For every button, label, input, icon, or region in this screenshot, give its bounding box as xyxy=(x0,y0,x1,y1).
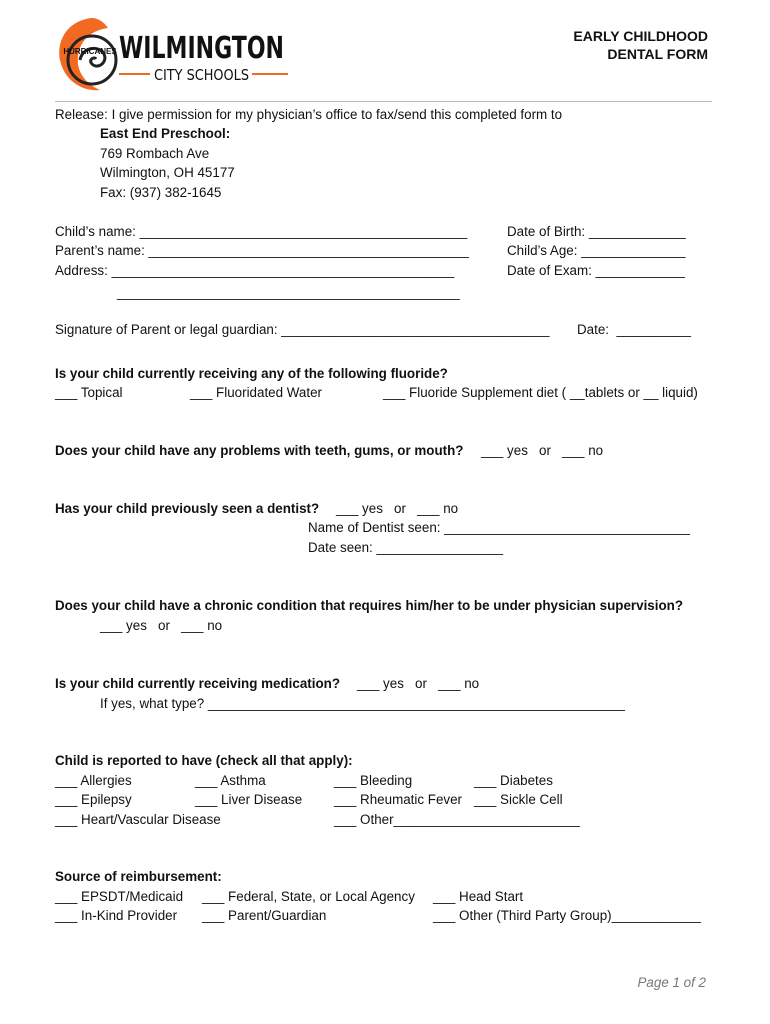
signature-date-field[interactable]: Date: __________ xyxy=(577,322,691,337)
fluoride-topical-option[interactable]: ___ Topical xyxy=(55,385,123,400)
medication-answer[interactable]: ___ yes or ___ no xyxy=(357,676,480,691)
chronic-question: Does your child have a chronic condition that requires him/her to be under physician supervision? xyxy=(55,598,683,613)
dentist-answer[interactable]: ___ yes or ___ no xyxy=(336,501,459,516)
age-field[interactable]: Child’s Age: ______________ xyxy=(507,243,686,258)
page-number: Page 1 of 2 xyxy=(637,975,706,990)
address-field[interactable]: Address: ______________________________________________ xyxy=(55,263,455,278)
reimbursement-agency[interactable]: ___ Federal, State, or Local Agency xyxy=(202,889,415,904)
logo-main-text: WILMINGTON xyxy=(119,31,284,66)
problems-answer[interactable]: ___ yes or ___ no xyxy=(481,443,604,458)
logo-sub-text: CITY SCHOOLS xyxy=(154,66,249,84)
condition-diabetes[interactable]: ___ Diabetes xyxy=(474,773,553,788)
reimbursement-head-start[interactable]: ___ Head Start xyxy=(433,889,524,904)
form-title-line1: EARLY CHILDHOOD xyxy=(573,28,708,44)
fluoride-supplement-option[interactable]: ___ Fluoride Supplement diet ( __tablets or __ liquid) xyxy=(383,385,698,400)
signature-field[interactable]: Signature of Parent or legal guardian: ____________________________________ xyxy=(55,322,550,337)
dob-field[interactable]: Date of Birth: _____________ xyxy=(507,224,686,239)
medication-type-field[interactable]: If yes, what type? ________________________________________________________ xyxy=(100,696,625,711)
condition-epilepsy[interactable]: ___ Epilepsy xyxy=(55,792,132,807)
logo-badge-text: HURRICANES xyxy=(63,47,117,56)
conditions-title: Child is reported to have (check all that apply): xyxy=(55,753,353,768)
condition-bleeding[interactable]: ___ Bleeding xyxy=(334,773,413,788)
reimbursement-in-kind[interactable]: ___ In-Kind Provider xyxy=(55,908,178,923)
child-name-field[interactable]: Child’s name: ____________________________________________ xyxy=(55,224,468,239)
exam-date-field[interactable]: Date of Exam: ____________ xyxy=(507,263,685,278)
condition-other[interactable]: ___ Other_________________________ xyxy=(334,812,580,827)
condition-allergies[interactable]: ___ Allergies xyxy=(55,773,132,788)
form-title-line2: DENTAL FORM xyxy=(607,46,708,62)
release-address2: Wilmington, OH 45177 xyxy=(100,165,235,180)
condition-liver-disease[interactable]: ___ Liver Disease xyxy=(195,792,303,807)
condition-asthma[interactable]: ___ Asthma xyxy=(195,773,266,788)
problems-question: Does your child have any problems with teeth, gums, or mouth? xyxy=(55,443,464,458)
dentist-date-field[interactable]: Date seen: _________________ xyxy=(308,540,504,555)
fluoride-question: Is your child currently receiving any of the following fluoride? xyxy=(55,366,448,381)
condition-sickle-cell[interactable]: ___ Sickle Cell xyxy=(474,792,563,807)
release-address1: 769 Rombach Ave xyxy=(100,146,210,161)
release-org: East End Preschool: xyxy=(100,126,231,141)
release-intro: Release: I give permission for my physician’s office to fax/send this completed form to xyxy=(55,107,563,122)
dentist-name-field[interactable]: Name of Dentist seen: _________________________________ xyxy=(308,520,690,535)
reimbursement-title: Source of reimbursement: xyxy=(55,869,222,884)
condition-heart-vascular[interactable]: ___ Heart/Vascular Disease xyxy=(55,812,221,827)
district-logo xyxy=(52,14,292,96)
reimbursement-other[interactable]: ___ Other (Third Party Group)____________ xyxy=(433,908,701,923)
hurricane-badge-icon xyxy=(59,18,117,90)
chronic-answer[interactable]: ___ yes or ___ no xyxy=(100,618,223,633)
parent-name-field[interactable]: Parent’s name: ___________________________________________ xyxy=(55,243,469,258)
header-divider xyxy=(55,101,712,102)
fluoride-water-option[interactable]: ___ Fluoridated Water xyxy=(190,385,322,400)
condition-rheumatic-fever[interactable]: ___ Rheumatic Fever xyxy=(334,792,463,807)
reimbursement-epsdt[interactable]: ___ EPSDT/Medicaid xyxy=(55,889,184,904)
dentist-question: Has your child previously seen a dentist? xyxy=(55,501,320,516)
address-line2-field[interactable]: ______________________________________________ xyxy=(117,285,460,300)
release-fax: Fax: (937) 382-1645 xyxy=(100,185,222,200)
reimbursement-parent[interactable]: ___ Parent/Guardian xyxy=(202,908,327,923)
medication-question: Is your child currently receiving medication? xyxy=(55,676,341,691)
